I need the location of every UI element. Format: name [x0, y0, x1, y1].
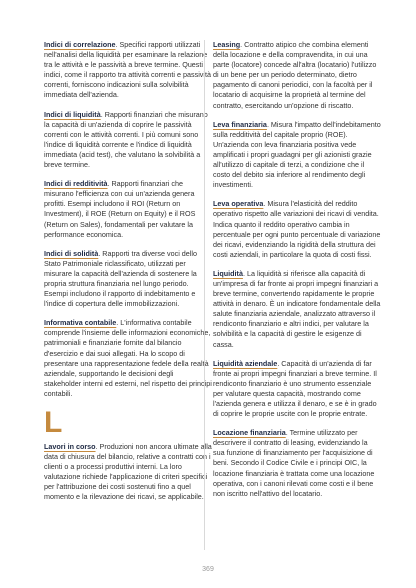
glossary-term: Indici di correlazione: [44, 40, 116, 49]
glossary-definition: . Rapporti finanziari che misurano la capacità di un'azienda di coprire le passività correnti con le attività correnti. I più comuni sono l'indice di liquidità corrente e l'indice di liquidità immediata (acid test), che valutano la solvibilità a breve termine.: [44, 109, 208, 170]
glossary-term: Locazione finanziaria: [213, 428, 286, 438]
glossary-entry: [44, 249, 212, 310]
glossary-entry: [44, 318, 212, 399]
glossary-term: Leva finanziaria: [213, 119, 267, 129]
glossary-definition: . Rapporti finanziari che misurano l'efficienza con cui un'azienda genera profitti. Esempi includono il ROI (Return on Investment), il ROE (Return on Equity) e il ROS (Return on Sales), fondamentali per valutare la performance economica.: [44, 179, 196, 239]
column-divider: [204, 40, 205, 550]
glossary-entry: [213, 199, 381, 260]
right-column: [213, 40, 381, 508]
glossary-entry: [44, 179, 212, 240]
glossary-definition: . Misura l'impatto dell'indebitamento sulla redditività del capitale proprio (ROE). Un'azienda con leva finanziaria positiva vede amplificati i propri guadagni per gli azionisti grazie all'utilizzo di capitale di terzi, a condizione che il costo del debito sia inferiore al rendimento degli investimenti.: [213, 119, 381, 190]
glossary-term: Indici di liquidità: [44, 109, 101, 119]
glossary-term: Informativa contabile: [44, 318, 117, 328]
glossary-definition: . Produzioni non ancora ultimate alla data di chiusura del bilancio, relative a contratti con i clienti o a processi produttivi interni. La loro valutazione richiede l'applicazione di criteri specifici per l'attribuzione dei costi sostenuti fino a quel momento e la rilevazione dei ricavi, se applicabile.: [44, 442, 212, 502]
glossary-definition: . Misura l'elasticità del reddito operativo rispetto alle variazioni dei ricavi di vendita. Indica quanto il reddito operativo cambia in percentuale per ogni punto percentuale di variazione dei ricavi, evidenziando la rigidità della struttura dei costi aziendali, in particolare la quota di costi fissi.: [213, 199, 381, 259]
glossary-term: Liquidità aziendale: [213, 358, 278, 368]
glossary-entry: [44, 40, 212, 101]
glossary-entry: [213, 269, 381, 350]
glossary-term: Indici di redditività: [44, 179, 108, 189]
glossary-entry: [44, 110, 212, 171]
glossary-term: Indici di solidità: [44, 248, 99, 258]
glossary-term: Leasing: [213, 40, 241, 49]
glossary-definition: . La liquidità si riferisce alla capacità di un'impresa di far fronte ai propri impegni finanziari a breve termine, convertendo rapidamente le proprie attività in denaro. È un indicatore fondamentale della salute finanziaria aziendale, analizzato attraverso il rendiconto finanziario e altri indici, per valutare la solvibilità e la capacità di gestire le esigenze di cassa.: [213, 268, 381, 349]
left-column: [44, 40, 212, 512]
glossary-definition: . Contratto atipico che combina elementi della locazione e della compravendita, in cui una parte (locatore) concede all'altra (locatario) l'utilizzo di un bene per un periodo determinato, dietro pagamento di canoni periodici, con la facoltà per il locatario di acquisirne la proprietà al termine del contratto, esercitando un'opzione di riscatto.: [213, 40, 377, 110]
glossary-definition: . Termine utilizzato per descrivere il contratto di leasing, evidenziando la sua funzione di finanziamento per l'acquisizione di beni. Secondo il Codice Civile e i principi OIC, la locazione finanziaria è trattata come una locazione operativa, con i canoni rilevati come costi e il bene non iscritto nell'attivo del locatario.: [213, 428, 375, 498]
glossary-entry: [44, 442, 212, 503]
glossary-term: Lavori in corso: [44, 442, 96, 451]
glossary-term: Liquidità: [213, 268, 243, 278]
glossary-definition: . Capacità di un'azienda di far fronte ai propri impegni finanziari a breve termine. Il rendiconto finanziario è uno strumento essenziale per valutare questa capacità, mostrando come l'azienda genera e utilizza il denaro, e se è in grado di coprire le proprie uscite con le proprie entrate.: [213, 358, 377, 419]
glossary-term: Leva operativa: [213, 199, 264, 209]
glossary-definition: . Specifici rapporti utilizzati nell'analisi della liquidità per esaminare la relazione tra le attività e le passività a breve termine. Questi indici, come il rapporto tra attività correnti e passività correnti, forniscono indicazioni sulla solvibilità immediata dell'azienda.: [44, 40, 211, 100]
glossary-entry: [213, 40, 381, 111]
section-letter: L: [44, 406, 63, 439]
page-number: 369: [202, 566, 214, 573]
glossary-definition: . L'informativa contabile comprende l'insieme delle informazioni economiche, patrimoniali e finanziarie fornite dal bilancio d'esercizio e dai suoi allegati. Ha lo scopo di presentare una rappresentazione fedele della realtà aziendale, supportando le decisioni degli stakeholder interni ed esterni, nel rispetto dei principi contabili.: [44, 318, 212, 398]
glossary-entry: [213, 359, 381, 420]
glossary-entry: [213, 428, 381, 499]
glossary-definition: . Rapporti tra diverse voci dello Stato Patrimoniale riclassificato, utilizzati per misurare la capacità dell'azienda di sostenere la propria struttura finanziaria nel lungo periodo. Esempi includono il rapporto di indebitamento e l'indice di copertura delle immobilizzazioni.: [44, 248, 197, 309]
glossary-entry: [213, 120, 381, 191]
